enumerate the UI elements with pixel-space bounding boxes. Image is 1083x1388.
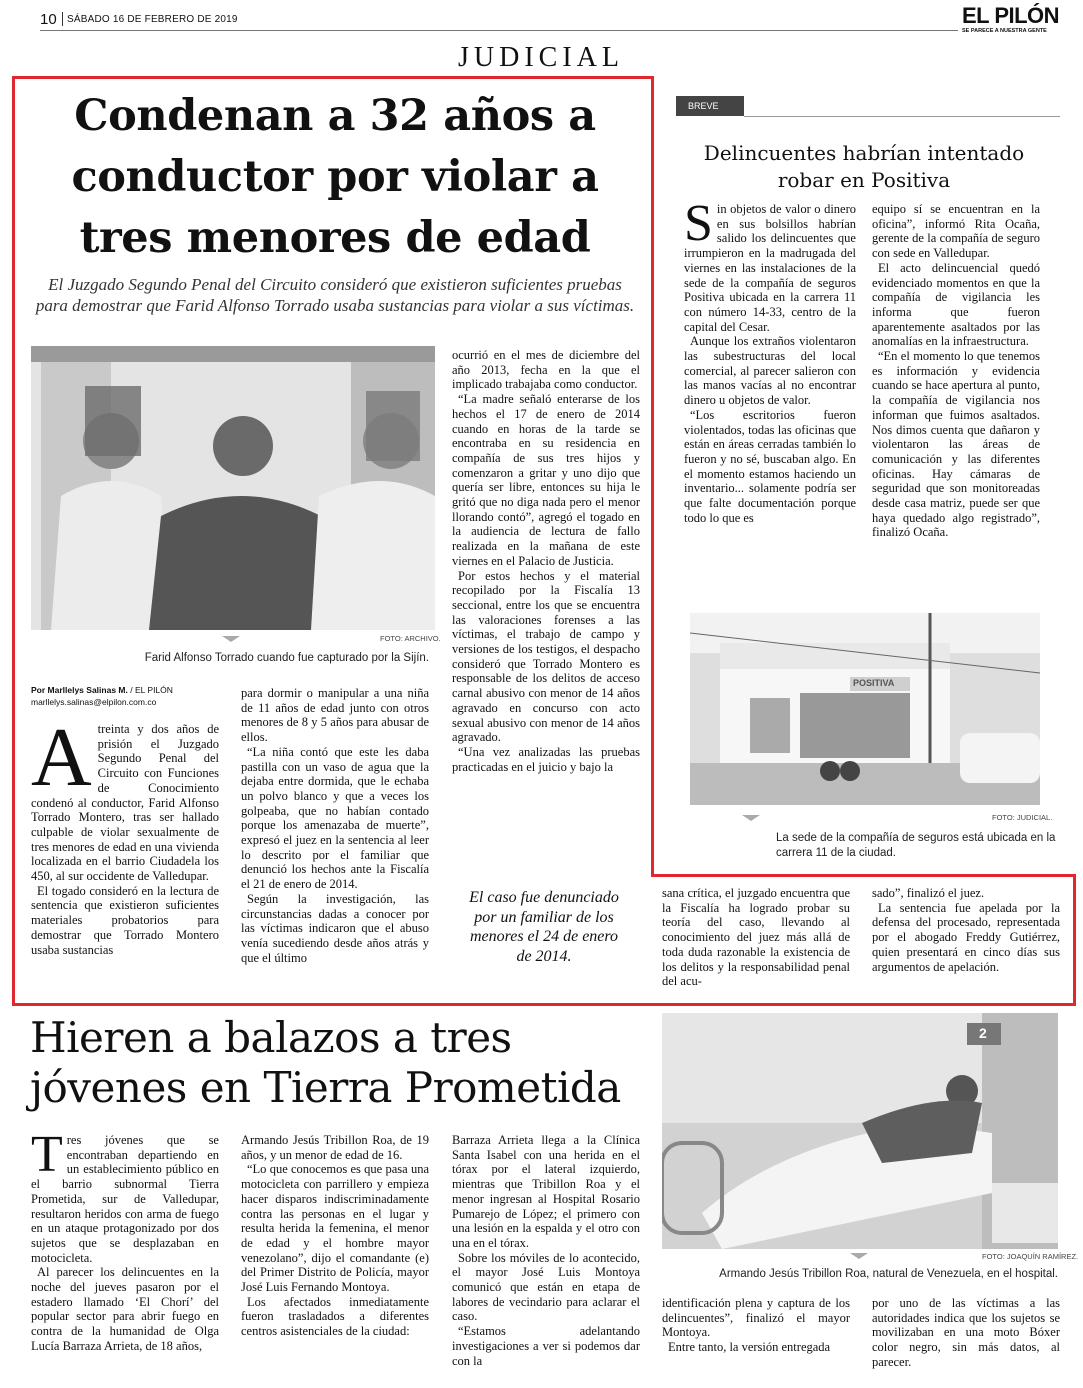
byline-outlet: / EL PILÓN [130,685,173,695]
second-col2-p2: “Lo que conocemos es que pasa una motocicleta con parrillero y empieza hacer disparos indiscriminadamente contra las personas en el lugar y resulta herida la femenina, el menor de edad y el hombre mayor venezolano”, dijo el comandante (e) del Primer Distrito de Policía, mayor José Luis Fernando Montoya. [241,1162,429,1295]
second-headline-line-1: Hieren a balazos a tres [30,1013,512,1062]
main-column-5 [872,886,1060,974]
main-col5-p1: sado”, finalizó el juez. [872,886,985,900]
pull-quote: El caso fue denunciado por un familiar de los menores el 24 de enero de 2014. [469,889,619,965]
highlight-box-joint [651,874,1076,877]
main-column-1 [31,711,219,957]
caption-arrow-icon [222,636,240,642]
second-column-4 [662,1296,850,1355]
brief-photo [690,613,1040,805]
page-number: 10 [40,11,57,28]
newspaper-logo: EL PILÓN [962,3,1060,28]
second-col4-p2: Entre tanto, la versión entregada [668,1340,831,1355]
main-col1-p2: El togado consideró en la lectura de sentencia que existieron suficientes materiales probatorios para demostrar que Torrado Montero usaba sustancias [31,883,219,957]
brief-dropcap: S [684,195,713,252]
header-rule [62,12,63,26]
main-col3-p4: “Una vez analizadas las pruebas practicadas en el juicio y bajo la [452,744,640,774]
second-col3-p1: Barraza Arrieta llega a la Clínica Santa Isabel con una herida en el tórax por el lateral izquierdo, mientras que Tribillon Roa y el menor ingresan al Hospital Rosario Pumarejo de López; el primero con una lesión en la espalda y el otro con una en el tórax. [452,1133,640,1250]
brief-col2-p3: “En el momento lo que tenemos es información y evidencia cuando se hace apertura al punto, la compañía de vigilancia nos informan que fuimos asaltados. Nos dimos cuenta que dañaron y violentaron las áreas de comunicación y las diferentes oficinas. Hay cámaras de seguridad que son monitoreadas desde casa matriz, puede ser que haya quedado algo registrado”, finalizó Ocaña. [872,349,1040,540]
main-col3-p2: “La madre señaló enterarse de los hechos el 17 de enero de 2014 cuando en horas de la tarde se encontraba en su residencia en compañía de sus tres hijos y comenzaron a gritar y uno dijo que quería ser libre, entonces su hija le gritó que no diga nada pero el menor llorando contó”, agregó el togado en la audiencia de lectura de fallo realizada en la mañana de este viernes en el Palacio de Justicia. [452,392,640,568]
second-headline-line-2: jóvenes en Tierra Prometida [30,1063,621,1112]
main-column-4 [662,886,850,989]
main-subhead: El Juzgado Segundo Penal del Circuito consideró que existieron suficientes pruebas para demostrar que Farid Alfonso Torrado usaba sustancias para violar a sus víctimas. [35,275,635,315]
highlight-box-joint-right [1073,874,1076,1006]
main-column-2 [241,686,429,965]
second-photo-caption: Armando Jesús Tribillon Roa, natural de Venezuela, en el hospital. [719,1268,1058,1280]
main-col3-p1: ocurrió en el mes de diciembre del año 2013, fecha en la que el implicado trabajaba como conductor. [452,348,640,392]
second-photo-credit: FOTO: JOAQUÍN RAMÍREZ. [982,1252,1079,1261]
brief-photo-caption: La sede de la compañía de seguros está ubicada en la carrera 11 de la ciudad. [776,832,1056,859]
brief-headline-line-2: robar en Positiva [777,168,951,192]
second-col3-p2: Sobre los móviles de lo acontecido, el mayor José Luis Montoya comunicó que están en etapa de labores de vecindario para aclarar el caso. [452,1250,640,1324]
byline [31,684,173,708]
brief-col1-p1: in objetos de valor o dinero en sus bolsillos habrían salido los delincuentes que irrumpieron en la madrugada del viernes en las instalaciones de la sede de la compañía de seguros Positiva ubicada en la carrera 11 con número 14-33, centro de la capital del Cesar. [684,202,856,334]
second-headline [30,1013,670,1113]
second-col3-p3: “Estamos adelantando investigaciones a ver si podemos dar con la [452,1324,640,1368]
hospital-room-number: 2 [979,1025,987,1041]
main-col2-p2: “La niña contó que este les daba pastilla con un vaso de agua que la dejaba entre dormida, que le echaba un polvo blanco y que a veces los golpeaba, que no habían contado porque los amenazaba de muerte”, expresó el juez en la sentencia al leer lo descrito por el familiar que denunció los hechos ante la Fiscalía el 21 de enero de 2014. [241,744,429,892]
arrest-photo-illustration [31,346,435,630]
main-headline-line-3: tres menores de edad [79,213,591,263]
second-col1-p2: Al parecer los delincuentes en la noche del jueves pasaron por el estadero llamado ‘El Chorí’ del popular sector para abrir fuego en contra de la humanidad de Olga Lucía Barraza Arrieta, de 18 años, [31,1265,219,1353]
second-col2-p1: Armando Jesús Tribillon Roa, de 19 años, y un menor de edad de 16. [241,1133,429,1162]
main-headline-line-1: Condenan a 32 años a [74,91,596,141]
brief-col2-p2: El acto delincuencial quedó evidenciado momentos en que la compañía de vigilancia les informa que fueron aparentemente asaltados por las anomalías en la infraestructura. [872,260,1040,349]
brief-column-2 [872,202,1040,540]
byline-author: Por Marllelys Salinas M. [31,685,128,695]
main-dropcap: A [31,711,92,804]
hospital-photo-illustration [662,1013,1058,1249]
main-photo [31,346,435,630]
second-column-3 [452,1133,640,1368]
second-photo [662,1013,1058,1249]
second-col2-p3: Los afectados inmediatamente fueron trasladados a diferentes centros asistenciales de la ciudad: [241,1294,429,1339]
brief-col2-p1: equipo sí se encuentran en la oficina”, informó Rita Ocaña, gerente de la compañía de seguro con sede en Valledupar. [872,202,1040,261]
second-column-5 [872,1296,1060,1370]
brief-column-1 [684,195,856,525]
brief-tag-line [744,116,1060,117]
second-column-2 [241,1133,429,1339]
brief-photo-sign: POSITIVA [853,678,895,688]
header-line [40,30,958,31]
brief-headline-line-1: Delincuentes habrían intentado [703,141,1025,165]
page-date: SÁBADO 16 DE FEBRERO DE 2019 [67,14,238,25]
main-col5-p2: La sentencia fue apelada por la defensa del procesado, representada por el abogado Freddy Gutiérrez, quien presentará en cinco días sus argumentos de apelación. [872,900,1060,974]
byline-email: marllelys.salinas@elpilon.com.co [31,697,157,707]
brief-photo-credit: FOTO: JUDICIAL. [992,813,1053,822]
brief-headline [668,140,1060,194]
main-headline [30,86,640,269]
newspaper-tagline: SE PARECE A NUESTRA GENTE [962,28,1047,34]
main-photo-caption: Farid Alfonso Torrado cuando fue capturado por la Sijín. [144,652,429,664]
second-dropcap: T [31,1126,63,1183]
main-col2-p1: para dormir o manipular a una niña de 11 años de edad junto con otros menores de 8 y 5 años para abusar de ellos. [241,686,429,745]
second-col1-p1: res jóvenes que se encontraban departiendo en un establecimiento público en el barrio subnormal Tierra Prometida, sur de Valledupar, resultaron heridos con arma de fuego en un ataque protagonizado por dos sujetos que se desplazaban en motocicleta. [31,1133,219,1265]
brief-col1-p3: “Los escritorios fueron violentados, todas las oficinas que están en áreas cerradas también lo fueron y no sé, buscaban algo. En el momento estamos haciendo un inventario... solamente podría ser que falte documentación porque todo lo que es [684,407,856,525]
main-col2-p3: Según la investigación, las circunstancias dadas a conocer por las víctimas indicaron que el abuso venía sucediendo desde años atrás y que el último [241,891,429,965]
main-column-3 [452,348,640,774]
second-caption-arrow-icon [850,1253,868,1259]
second-column-1 [31,1126,219,1354]
main-col3-p3: Por estos hechos y el material recopilado por la Fiscalía 13 seccional, entre los que se encuentra las valoraciones forenses a las víctimas, el trabajo de campo y versiones de los testigos, el despacho consideró que Torrado Montero es responsable de los delitos de acceso carnal abusivo con menor de 14 años agravado en concurso con acto sexual abusivo con menor de 14 años agravado. [452,568,640,745]
section-title: JUDICIAL [458,42,624,73]
brief-tag: BREVE [676,96,744,116]
brief-col1-p2: Aunque los extraños violentaron las subestructuras del local comercial, al parecer salieron con las manos vacías al no encontrar dinero u objetos de valor. [684,334,856,408]
main-col4-p1: sana crítica, el juzgado encuentra que la Fiscalía ha logrado probar su teoría del caso, llevando al conocimiento del juez más allá de toda duda razonable la existencia de los delitos y la responsabilidad penal del acu- [662,886,850,989]
second-col5-p1: por uno de las víctimas a las autoridades indica que los sujetos se movilizaban en una moto Bóxer color negro, sin más datos, al parecer. [872,1296,1060,1369]
positiva-building-illustration [690,613,1040,805]
main-col1-lead: treinta y dos años de prisión el Juzgado Segundo Penal del Circuito con Funciones de Conocimiento condenó al conductor, Farid Alfonso Torrado Montero, tras ser hallado culpable de violar sexualmente de tres menores de edad en una vivienda localizada en el barrio Ciudadela los 450, al sur occidente de Valledupar. [31,722,219,884]
main-headline-line-2: conductor por violar a [71,152,599,202]
second-col4-p1: identificación plena y captura de los delincuentes”, finalizó el mayor Montoya. [662,1296,850,1340]
brief-caption-arrow-icon [742,815,760,821]
main-photo-credit: FOTO: ARCHIVO. [380,634,441,643]
